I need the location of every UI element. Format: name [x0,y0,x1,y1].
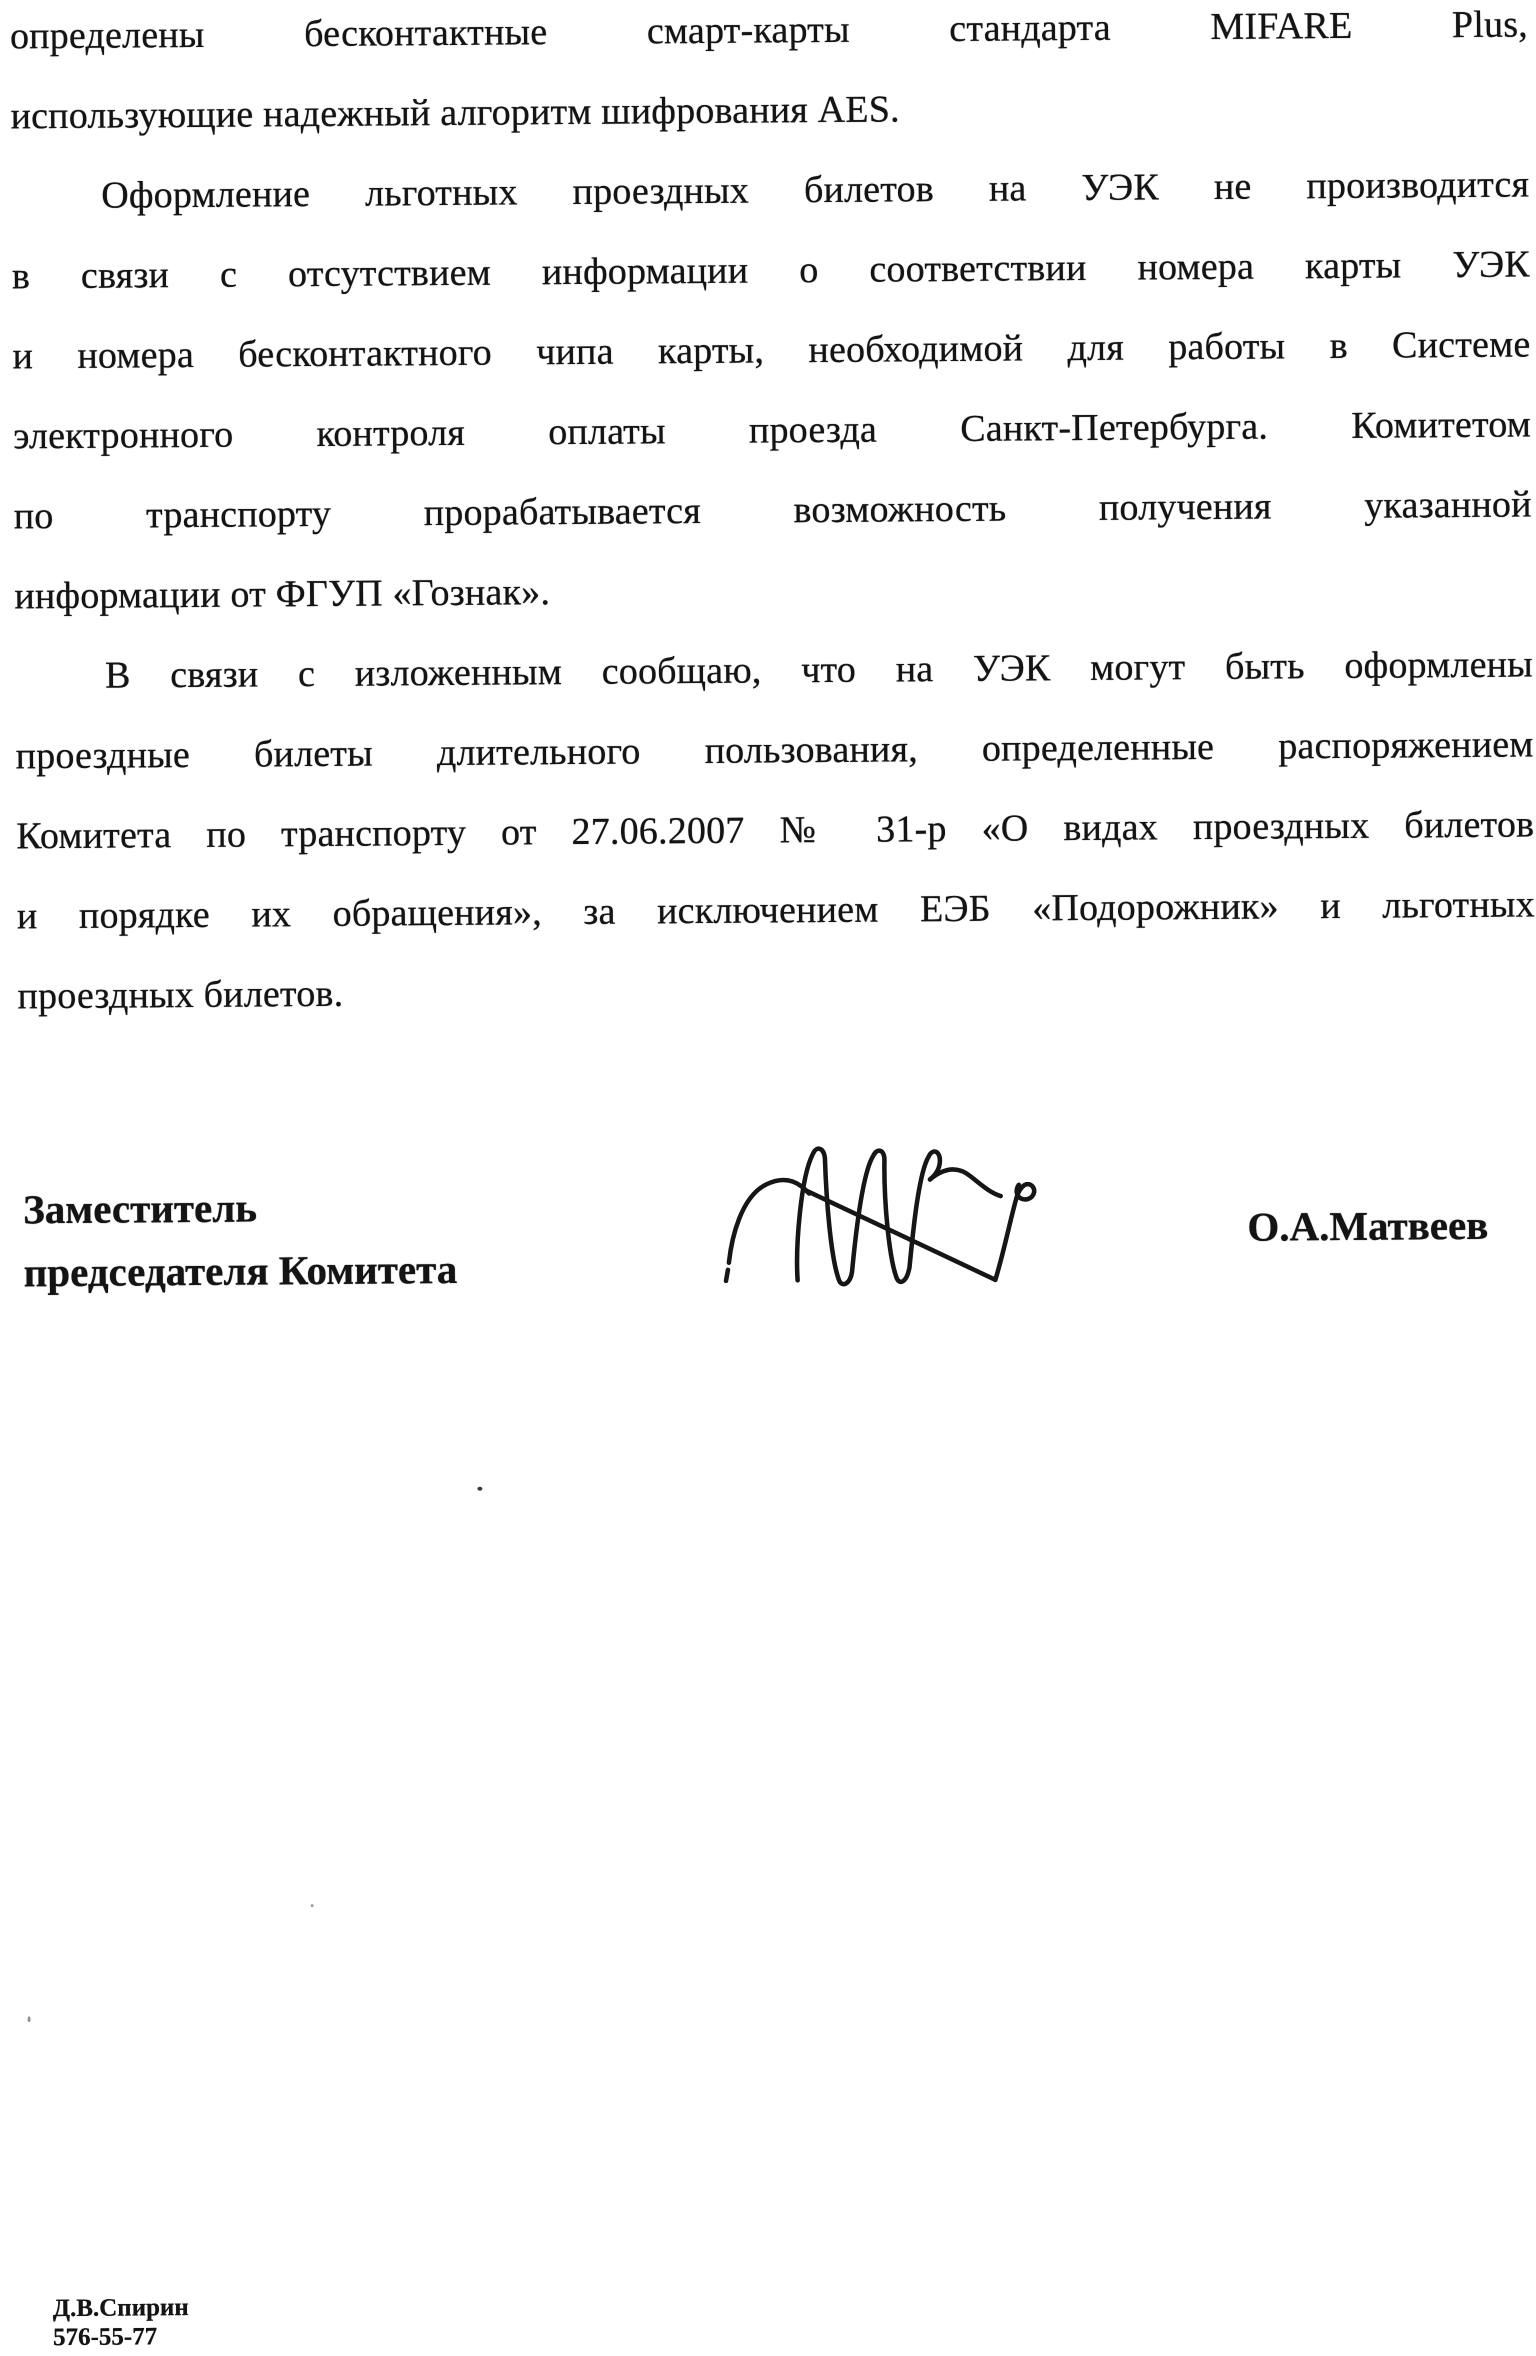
handwritten-signature-icon [697,1124,1046,1295]
executor-footer [53,2293,189,2352]
letter-body [10,0,1536,1036]
executor-name: Д.В.Спирин [52,2294,189,2323]
executor-phone: 576-55-77 [52,2323,158,2352]
signer-position-line2: председателя Комитета [23,1245,458,1296]
body-line: Оформление льготных проездных билетов на УЭК не производится [101,163,1530,217]
scan-noise-speck [311,1904,314,1907]
body-line: информации от ФГУП «Гознак». [14,571,551,618]
body-line: проездных билетов. [17,972,344,1018]
body-line: Комитета по транспорту от 27.06.2007 № 31-р «О видах проездных билетов [16,803,1535,858]
signer-position-line1: Заместитель [23,1184,258,1233]
body-line: в связи с отсутствием информации о соответствии номера карты УЭК [11,243,1530,298]
scan-noise-speck [28,2016,31,2022]
body-line: и порядке их обращения», за исключением ЕЭБ «Подорожник» и льготных [16,883,1535,938]
scan-noise-speck [477,1487,482,1491]
signer-position [23,1175,458,1304]
body-line: использующие надежный алгоритм шифрования AES. [10,88,900,138]
body-line: и номера бесконтактного чипа карты, необходимой для работы в Системе [12,323,1531,378]
signer-name: О.А.Матвеев [1247,1201,1489,1250]
body-line: определены бесконтактные смарт-карты стандарта MIFARE Plus, [9,3,1529,58]
body-line: по транспорту прорабатывается возможность получения указанной [13,483,1532,538]
body-line: проездные билеты длительного пользования, определенные распоряжением [15,723,1534,778]
body-line: В связи с изложенным сообщаю, что на УЭК могут быть оформлены [104,643,1534,697]
body-line: электронного контроля оплаты проезда Санкт-Петербурга. Комитетом [12,403,1532,458]
